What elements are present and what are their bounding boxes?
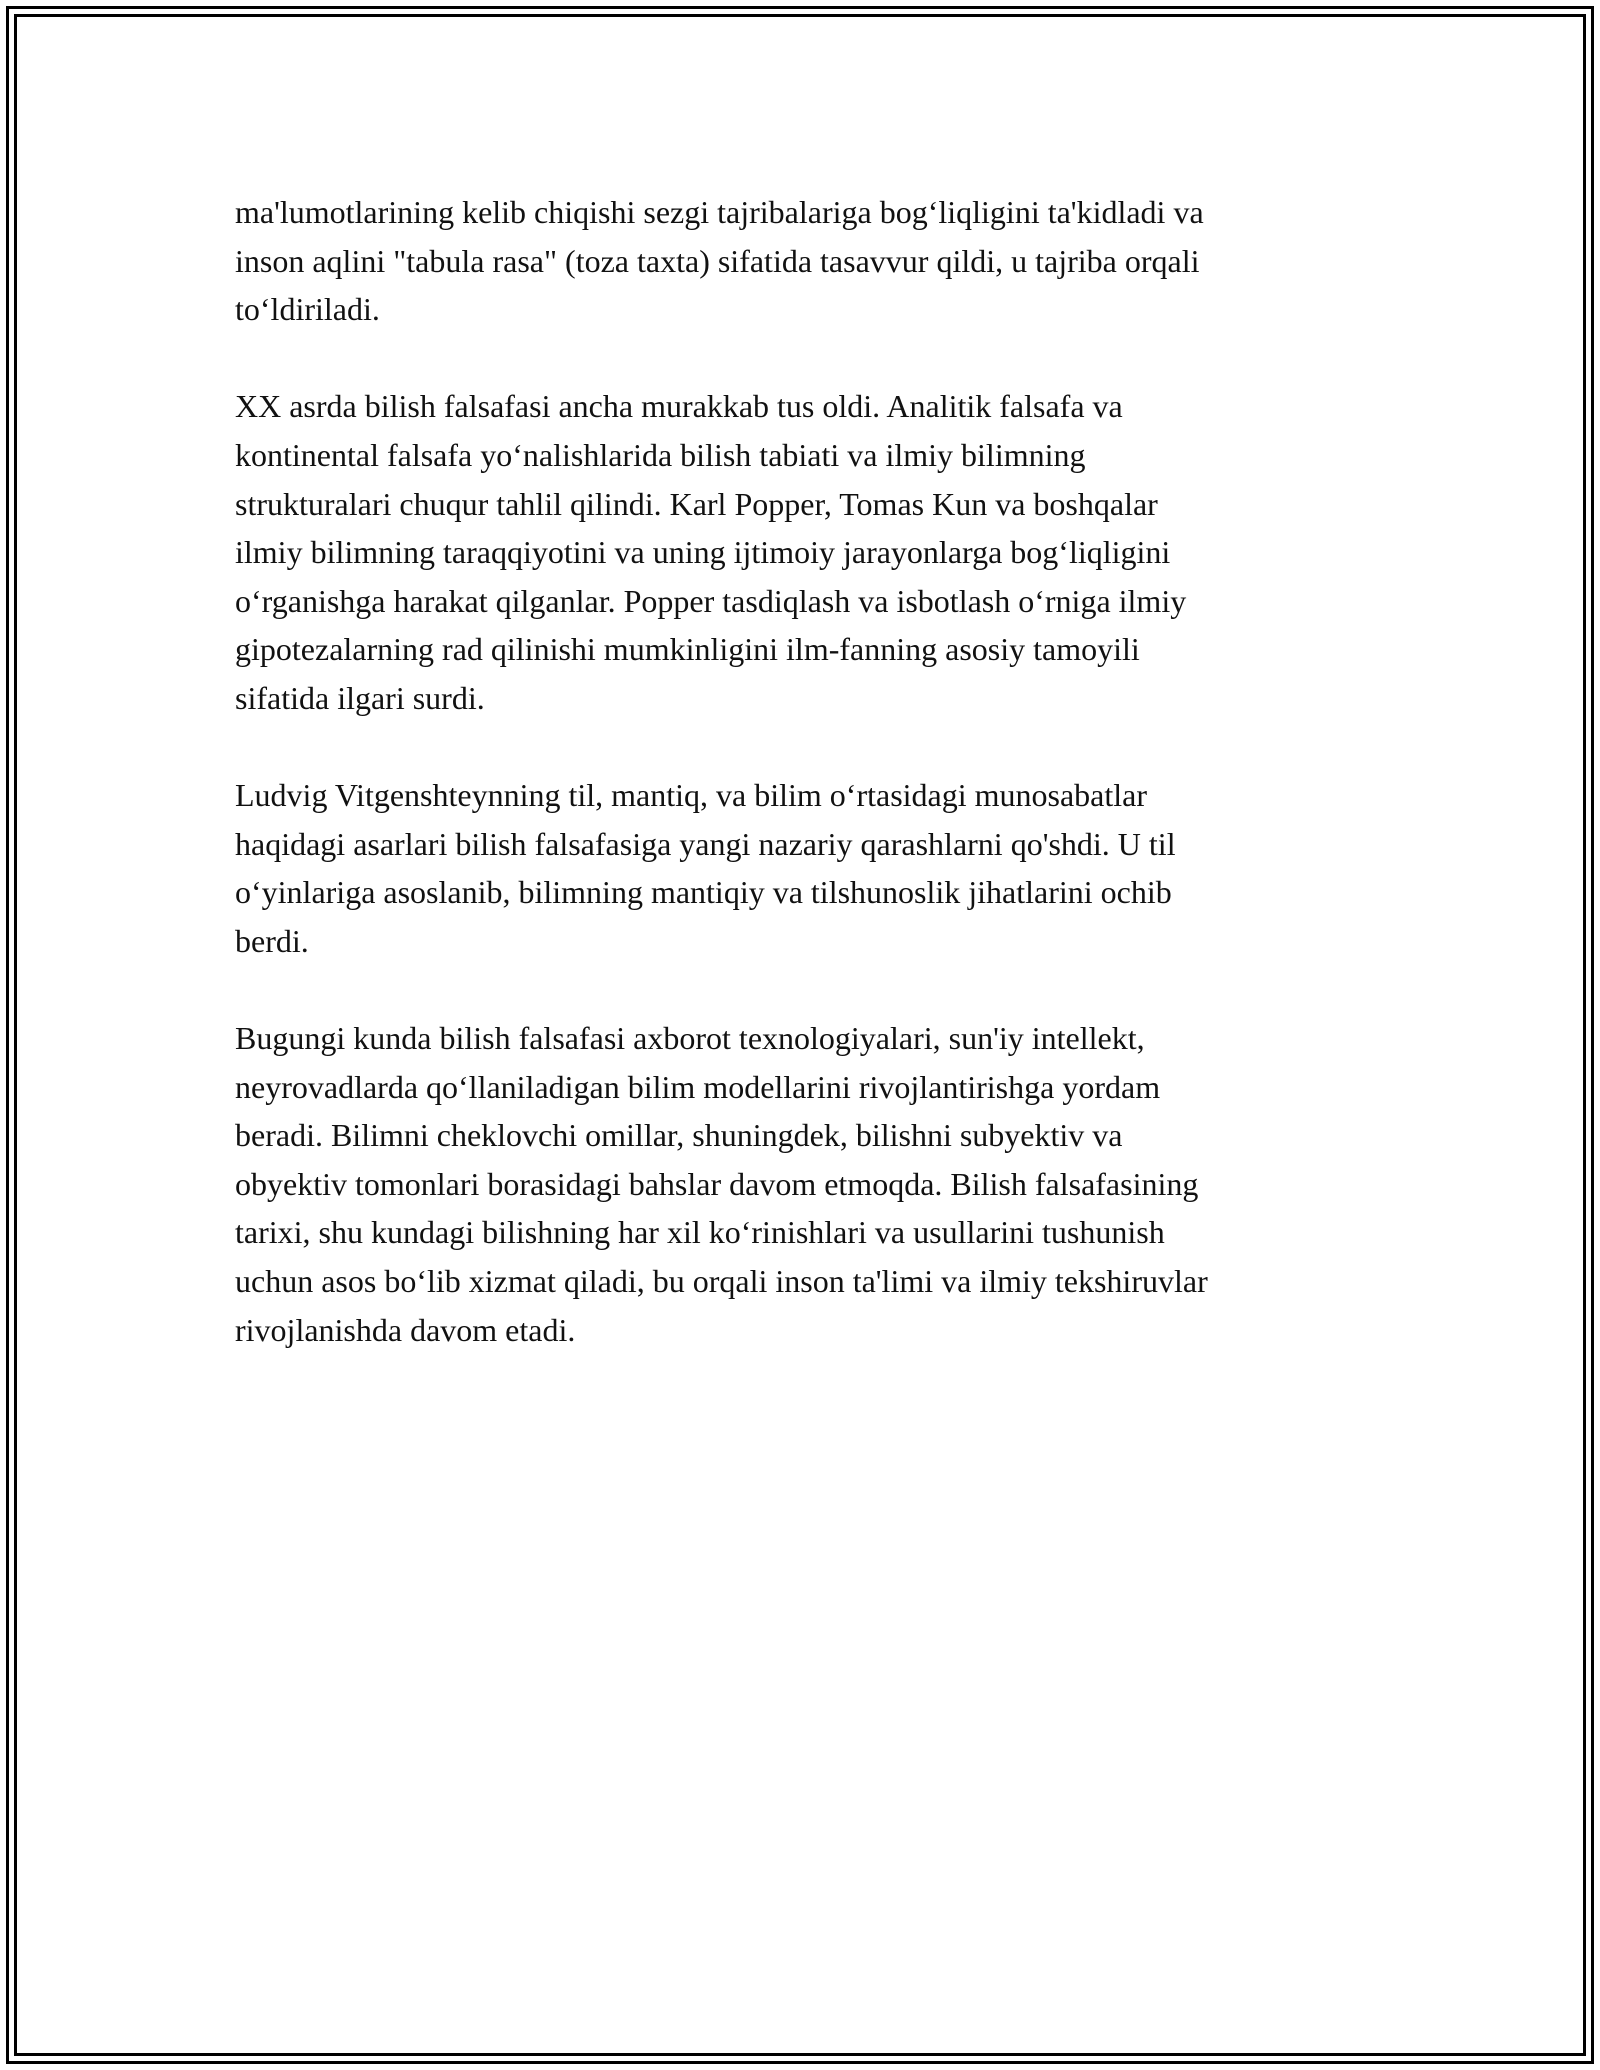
paragraph-3: Ludvig Vitgenshteynning til, mantiq, va bilim o‘rtasidagi munosabatlar haqidagi asarlari bilish falsafasiga yangi nazariy qarashlarni qo'shdi. U til o‘yinlariga asoslanib, bilimning mantiqiy va tilshunoslik jihatlarini ochib berdi.	[235, 777, 1176, 959]
paragraph-1: ma'lumotlarining kelib chiqishi sezgi tajribalariga bog‘liqligini ta'kidladi va inson aqlini "tabula rasa" (toza taxta) sifatida tasavvur qildi, u tajriba orqali to‘ldiriladi.	[235, 194, 1204, 328]
document-body	[235, 188, 1370, 1403]
paragraph-4: Bugungi kunda bilish falsafasi axborot texnologiyalari, sun'iy intellekt, neyrovadlarda qo‘llaniladigan bilim modellarini rivojlantirishga yordam beradi. Bilimni cheklovchi omillar, shuningdek, bilishni subyektiv va obyektiv tomonlari borasidagi bahslar davom etmoqda. Bilish falsafasining tarixi, shu kundagi bilishning har xil ko‘rinishlari va usullarini tushunish uchun asos bo‘lib xizmat qiladi, bu orqali inson ta'limi va ilmiy tekshiruvlar rivojlanishda davom etadi.	[235, 1020, 1208, 1348]
paragraph-2: XX asrda bilish falsafasi ancha murakkab tus oldi. Analitik falsafa va kontinental falsafa yo‘nalishlarida bilish tabiati va ilmiy bilimning strukturalari chuqur tahlil qilindi. Karl Popper, Tomas Kun va boshqalar ilmiy bilimning taraqqiyotini va uning ijtimoiy jarayonlarga bog‘liqligini o‘rganishga harakat qilganlar. Popper tasdiqlash va isbotlash o‘rniga ilmiy gipotezalarning rad qilinishi mumkinligini ilm-fanning asosiy tamoyili sifatida ilgari surdi.	[235, 388, 1187, 716]
